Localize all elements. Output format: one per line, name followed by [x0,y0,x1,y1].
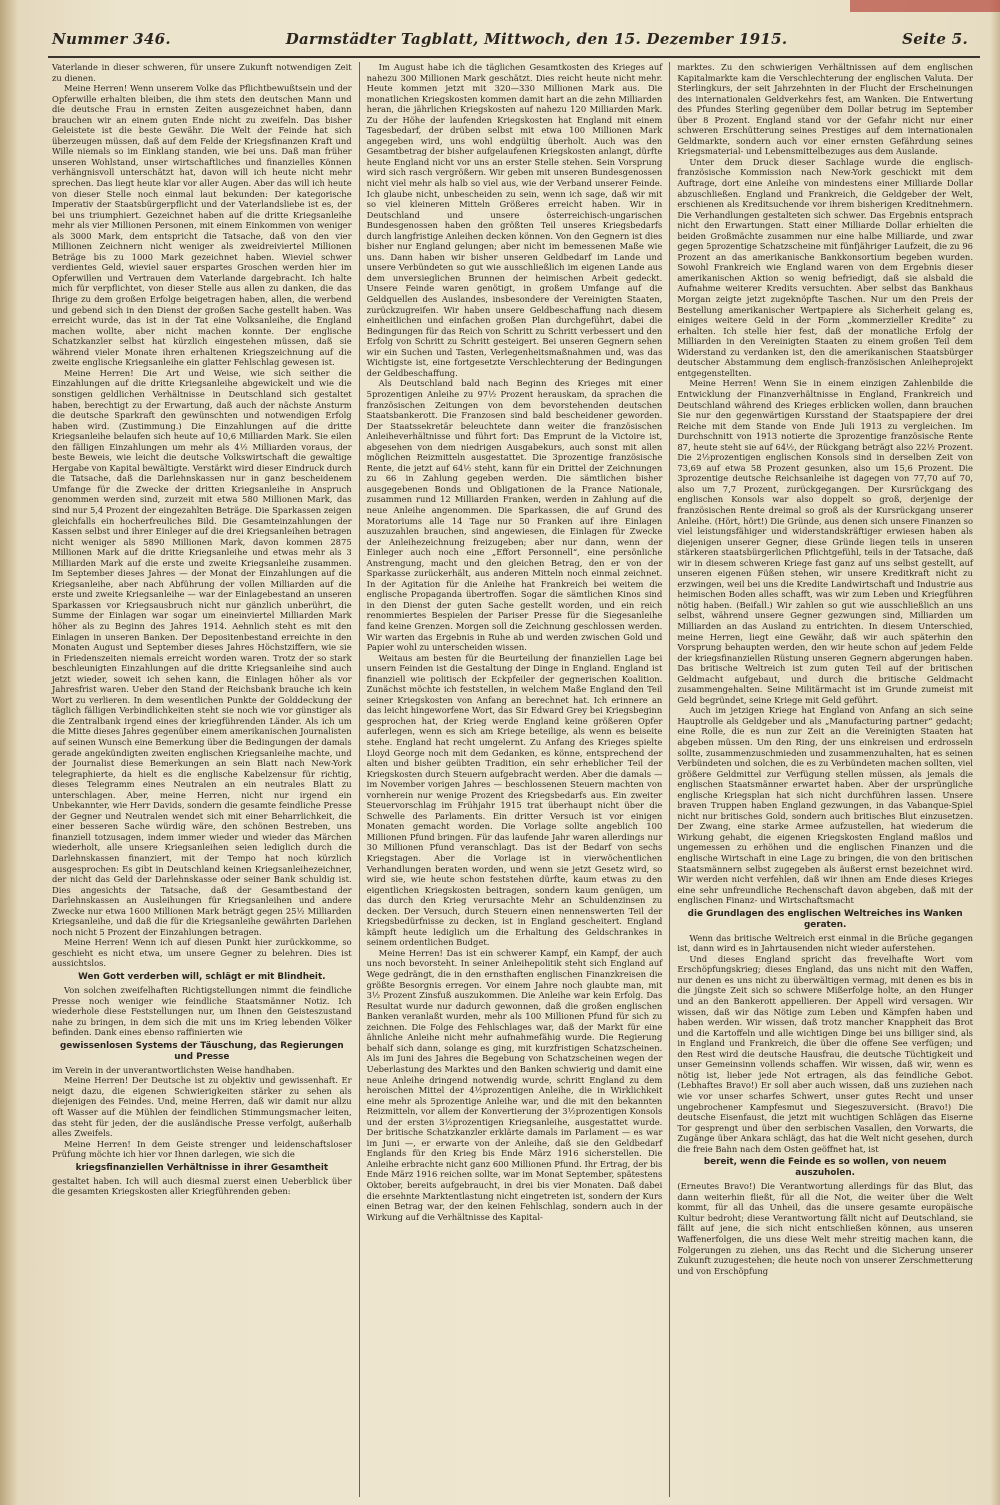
paragraph: im Verein in der unverantwortlichsten Weise handhaben. [52,1064,295,1075]
column-2 [359,62,670,1497]
paragraph: Als Deutschland bald nach Beginn des Krieges mit einer 5prozentigen Anleihe zu 97½ Prozent herauskam, da sprachen die französischen Zeitungen von dem bevorstehenden deutschen Staatsbankerott. Die Franzosen sind bald bescheidener geworden. Der Staatssekretär beleuchtete dann weiter die französischen Anleiheverhältnisse und führt fort: Das Emprunt de la Victoire ist, abgesehen von dem niedrigen Ausgabekurs, auch sonst mit allen möglichen Reizmitteln ausgestattet. Die 3prozentige französische Rente, die jetzt auf 64½ steht, kann für ein Drittel der Zeichnungen zu 66 in Zahlung gegeben werden. Die sämtlichen bisher ausgegebenen Bonds und Obligationen de la France Nationale, zusammen rund 12 Milliarden Franken, werden in Zahlung auf die neue Anleihe angenommen. Die Sparkassen, die auf Grund des Moratoriums alle 14 Tage nur 50 Franken auf ihre Einlagen auszuzahlen brauchen, sind angewiesen, die Einlagen für Zwecke der Anleihezeichnung freizugeben; aber nur dann, wenn der Einleger auch noch eine „Effort Personnell“, eine persönliche Anstrengung, macht und den gleichen Betrag, den er von der Sparkasse zurückerhält, aus anderen Mitteln noch einmal zeichnet. In der Agitation für die Anleihe hat Frankreich bei weitem die englische Propaganda übertroffen. Sogar die sämtlichen Kinos sind in den Dienst der guten Sache gestellt worden, und ein reich renommiertes Bespielen der Pariser Presse für die Siegesanleihe fand keine Grenzen. Morgen soll die Zeichnung geschlossen werden. Wir warten das Ergebnis in Ruhe ab und werden zwischen Gold und Papier wohl zu unterscheiden wissen. [366,378,663,653]
paragraph: Wenn das britische Weltreich erst einmal in die Brüche gegangen ist, dann wird es in Jahrtausenden nicht wieder auferstehen. [677,932,973,954]
paragraph: Von solchen zweifelhaften Richtigstellungen nimmt die feindliche Presse noch weniger wie feindliche Staatsmänner Notiz. Ich wiederhole diese Feststellungen nur, um Ihnen den Geisteszustand nahe zu bringen, in dem sich die mit uns im Krieg lebenden Völker befinden. Dank eines ebenso raffinierten wie [52,985,352,1038]
section-heading: Wen Gott verderben will, schlägt er mit Blindheit. [78,972,326,983]
section-heading: bereit, wenn die Feinde es so wollen, von neuem auszuholen. [703,1157,947,1179]
paragraph: Vaterlande in dieser schweren, für unsere Zukunft notwendigen Zeit zu dienen. [52,62,352,83]
page-right-edge [990,0,1000,1505]
paragraph: Meine Herren! Das ist ein schwerer Kampf, ein Kampf, der auch uns noch bevorsteht. In seiner Anleihepolitik steht sich England auf Wege gedrängt, die in den ernsthaften englischen Finanzkreisen die größte Besorgnis erregen. Vor einem Jahre noch glaubte man, mit 3½ Prozent Zinsfuß auszukommen. Die Anleihe war kein Erfolg. Das Resultat wurde nur dadurch gewonnen, daß die großen englischen Banken veranlaßt wurden, mehr als 100 Millionen Pfund für sich zu zeichnen. Die Folge des Fehlschlages war, daß der Markt für eine ähnliche Anleihe nicht mehr aufnahmefähig wurde. Die Regierung behalf sich dann, solange es ging, mit kurzfristigen Schatzscheinen. Als im Juni des Jahres die Begebung von Schatzscheinen wegen der Ueberlastung des Marktes und den Banken schwierig und damit eine neue Anleihe dringend notwendig wurde, schritt England zu dem heroischen Mittel der 4½prozentigen Anleihe, die in Wirklichkeit eine mehr als 5prozentige Anleihe war, und die mit den bekannten Reizmitteln, vor allem der Konvertierung der 3½prozentigen Konsols und der ersten 3½prozentigen Kriegsanleihe, ausgestattet wurde. Der britische Schatzkanzler erklärte damals im Parlament — es war im Juni —, er erwarte von der Anleihe, daß sie den Geldbedarf Englands für den Krieg bis Ende März 1916 sicherstellen. Die Anleihe erbrachte nicht ganz 600 Millionen Pfund. Ihr Ertrag, der bis Ende März 1916 reichen sollte, war im Monat September, spätestens Oktober, bereits aufgebraucht, in drei bis vier Monaten. Daß dabei die ersehnte Marktentlastung nicht eingetreten ist, sondern der Kurs einen Betrag war, der den keinen Fehlschlag, sondern auch in der Wirkung auf die Verhältnisse des Kapital- [366,947,663,1222]
page-binding-edge [0,0,18,1505]
page-corner-tab [850,0,1000,12]
paragraph: Meine Herren! Wenn Sie in einem einzigen Zahlenbilde die Entwicklung der Finanzverhältnisse in England, Frankreich und Deutschland während des Krieges erblicken wollen, dann brauchen Sie nur den gegenwärtigen Kursstand der Staatspapiere der drei Reiche mit dem Stande von Ende Juli 1913 zu vergleichen. Im Durchschnitt von 1913 notierte die 3prozentige französische Rente 87, heute steht sie auf 64½, der Rückgang beträgt also 22½ Prozent. Die 2½prozentigen englischen Konsols sind in derselben Zeit von 73,69 auf etwa 58 Prozent gesunken, also um 15,6 Prozent. Die 3prozentige deutsche Reichsanleihe ist dagegen von 77,70 auf 70, also um 7,7 Prozent, zurückgegangen. Der Kursrückgang des englischen Konsols war also doppelt so groß, derjenige der französischen Rente dreimal so groß als der Kursrückgang unserer Anleihe. (Hört, hört!) Die Gründe, aus denen sich unsere Finanzen so viel leistungsfähiger und widerstandskräftiger erwiesen haben als diejenigen unserer Gegner, diese Gründe liegen teils in unseren stärkeren staatsbürgerlichen Pflichtgefühl, teils in der Tatsache, daß wir in diesem schweren Kriege fast ganz auf uns selbst gestellt, auf unseren eigenen Füßen stehen, wir unsere Kreditkraft nicht zu erzwingen, weil bei uns die Kredite Landwirtschaft und Industrie aus heimischen Boden alles schafft, was wir zum Leben und Kriegführen nötig haben. (Beifall.) Wir zahlen so gut wie ausschließlich an uns selbst, während unsere Gegner gezwungen sind, Milliarden um Milliarden an das Ausland zu entrichten. In diesem Unterschied, meine Herren, liegt eine Gewähr, daß wir auch späterhin den Vorsprung behaupten werden, den wir heute schon auf jedem Felde der kriegsfinanziellen Rüstung unseren Gegnern abgerungen haben. Das britische Weltreich ist zum guten Teil auf der britischen Geldmacht aufgebaut, und durch die britische Geldmacht zusammengehalten. Seine Militärmacht ist im Grunde zumeist mit Geld begründet, seine Kriege mit Geld geführt. [677,378,973,705]
article-columns [48,62,980,1497]
section-heading: gewissenlosen Systems der Täuschung, das Regierungen und Presse [59,1040,344,1062]
paragraph: Auch im jetzigen Kriege hat England von Anfang an sich seine Hauptrolle als Geldgeber und als „Manufacturing partner“ gedacht; eine Rolle, die es nun zur Zeit an die Vereinigten Staaten hat abgeben müssen. Um den Ring, der uns einkreisen und erdrosseln sollte, zusammenzuschmieden und zusammenzuhalten, hat es seinen Verbündeten und solchen, die es zu Verbündeten machen sollten, viel größere Geldmittel zur Verfügung stellen müssen, als jemals die englischen Staatsmänner erwartet haben. Aber der ursprüngliche englische Kriegsplan hat sich nicht durchführen lassen. Unsere braven Truppen haben England gezwungen, in das Vabanque-Spiel nicht nur britisches Gold, sondern auch britisches Blut einzusetzen. Der Zwang, eine starke Armee aufzustellen, hat wiederum die Wirkung gehabt, die eigenen Kriegskosten England maßlos und ungemessen zu erhöhen und die englischen Finanzen und die englische Wirtschaft in eine Lage zu bringen, die von den britischen Staatsmännern selbst zugegeben als äußerst ernst bezeichnet wird. Wir werden nicht verfehlen, daß wir ihnen am Ende dieses Krieges eine sehr unfreundliche Rechenschaft davon abgeben, daß mit der englischen Finanz- und Wirtschaftsmacht [677,705,973,906]
section-heading: kriegsfinanziellen Verhältnisse in ihrer Gesamtheit [75,1162,329,1173]
column-1 [48,62,359,1497]
paragraph: Meine Herren! Wenn ich auf diesen Punkt hier zurückkomme, so geschieht es nicht etwa, um unsere Gegner zu belehren. Dies ist aussichtslos. [52,937,352,969]
column-3 [669,62,980,1497]
paragraph: Und dieses England spricht das frevelhafte Wort vom Erschöpfungskrieg; dieses England, das uns nicht mit den Waffen, nur denen es uns nicht zu überwältigen vermag, mit denen es bis in die jüngste Zeit sich so schwere Mißerfolge holte, an den Hunger und an den Bankerott appellieren. Der Appell wird versagen. Wir wissen, daß wir das Nötige zum Leben und Kämpfen haben und haben werden. Wir wissen, daß trotz mancher Knappheit das Brot und die Kartoffeln und alle wichtigen Dinge bei uns billiger sind, als in England und Frankreich, die über die offene See verfügen; und den Rest wird die deutsche Hausfrau, die deutsche Tüchtigkeit und unser Gemeinsinn vollends schaffen. Wir wissen, daß wir, wenn es nötig ist, lieber jede Not ertragen, als das feindliche Gebot. (Lebhaftes Bravo!) Er soll aber auch wissen, daß uns zuziehen nach wie vor unser scharfes Schwert, unser gutes Recht und unser ungebrochener Kampfesmut und Siegeszuversicht. (Bravo!) Die deutsche Eisenfaust, die jetzt mit wuchtigen Schlägen das Eiserne Tor gesprengt und über den serbischen Vasallen, den Vorwarts, die Zugänge über Ankara schlägt, das hat die Welt nicht gesehen, durch die freie Bahn nach dem Osten geöffnet hat, ist [677,953,973,1154]
paper-title: Darmstädter Tagblatt, Mittwoch, den 15. Dezember 1915. [285,30,788,48]
paragraph: gestaltet haben. Ich will auch diesmal zuerst einen Ueberblick über die gesamten Kriegskosten aller Kriegführenden geben: [52,1175,352,1197]
paragraph: (Erneutes Bravo!) Die Verantwortung allerdings für das Blut, das dann weiterhin fließt, für all die Not, die weiter über die Welt kommt, für all das Unheil, das die unsere gesamte europäische Kultur bedroht; diese Verantwortung fällt nicht auf Deutschland, sie fällt auf jene, die sich nicht entschließen können, aus unseren Waffenerfolgen, die uns diese Welt mehr streitig machen kann, die Folgerungen zu ziehen, uns das Recht und die Sicherung unserer Zukunft zuzugestehen; die heute noch von unserer Zerschmetterung und von Erschöpfung [677,1181,973,1276]
paragraph: Im August habe ich die täglichen Gesamtkosten des Krieges auf nahezu 300 Millionen Mark geschätzt. Dies reicht heute nicht mehr. Heute kommen jetzt mit 320—330 Millionen Mark aus. Die monatlichen Kriegskosten kommen damit hart an die zehn Milliarden heran, die jährlichen Kriegskosten auf nahezu 120 Milliarden Mark. Zu der Höhe der laufenden Kriegskosten hat England mit einem Tagesbedarf, der drüben selbst mit etwa 100 Millionen Mark angegeben wird, uns wohl endgültig überholt. Auch was den Gesamtbetrag der bisher aufgelaufenen Kriegskosten anlangt, dürfte heute England nicht vor uns an erster Stelle stehen. Sein Vorsprung wird sich rasch vergrößern. Wir geben mit unseren Bundesgenossen nicht viel mehr als halb so viel aus, wie der Verband unserer Feinde. Ich glaube nicht, unbescheiden zu sein, wenn ich sage, daß wir mit so viel kleineren Mitteln Größeres erreicht haben. Wir in Deutschland und unsere österreichisch-ungarischen Bundesgenossen haben den größten Teil unseres Kriegsbedarfs durch langfristige Anleihen decken können. Von den Gegnern ist dies bisher nur England gelungen; aber nicht im bemessenen Maße wie uns. Dann haben wir bisher unseren Geldbedarf im Lande und unsere Verbündeten so gut wie ausschließlich im eigenen Lande aus dem unversieglichen Brunnen der heimischen Arbeit gedeckt. Unsere Feinde waren genötigt, in großem Umfange auf die Geldquellen des Auslandes, insbesondere der Vereinigten Staaten, zurückzugreifen. Wir haben unsere Geldbeschaffung nach diesem einheitlichen und einfachen großen Plan durchgeführt, dabei die Bedingungen für das Reich von Schritt zu Schritt verbessert und den Erfolg von Schritt zu Schritt gesteigert. Bei unseren Gegnern sehen wir ein Suchen und Tasten, Verlegenheitsmaßnahmen und, was das Wichtigste ist, eine fortgesetzte Verschlechterung der Bedingungen der Geldbeschaffung. [366,62,663,378]
paragraph: Meine Herren! In dem Geiste strenger und leidenschaftsloser Prüfung möchte ich hier vor Ihnen darlegen, wie sich die [52,1138,352,1160]
paragraph: Weitaus am besten für die Beurteilung der finanziellen Lage bei unsern Feinden ist die Gestaltung der Dinge in England. England ist finanziell wie politisch der Eckpfeiler der gegnerischen Koalition. Zunächst möchte ich feststellen, in welchem Maße England den Teil seiner Kriegskosten von Anfang an berechnet hat. Ich erinnere an das leicht hingeworfene Wort, das Sir Edward Grey bei Kriegsbeginn gesprochen hat, der Krieg werde England keine größeren Opfer auferlegen, wenn es sich am Kriege beteilige, als wenn es beiseite stehe. England hat recht umgelernt. Zu Anfang des Krieges spielte Lloyd George noch mit dem Gedanken, es könne, entsprechend der alten und bisher geübten Tradition, ein sehr erheblicher Teil der Kriegskosten durch Steuern aufgebracht werden. Aber die damals — im November vorigen Jahres — beschlossenen Steuern machten von vornherein nur wenige Prozent des Kriegsbedarfs aus. Ein zweiter Steuervorschlag im Frühjahr 1915 trat überhaupt nicht über die Schwelle des Parlaments. Ein dritter Versuch ist vor einigen Monaten gemacht worden. Die Vorlage sollte angeblich 100 Millionen Pfund bringen. Für das laufende Jahr waren allerdings nur 30 Millionen Pfund veranschlagt. Das ist der Bedarf von sechs Kriegstagen. Aber die Vorlage ist in vierwöchentlichen Verhandlungen beraten worden, und wenn sie jetzt Gesetz wird, so wird sie, wie heute schon feststehen dürfte, kaum etwas zu den eigentlichen Kriegskosten beitragen, sondern kaum genügen, um das durch den Krieg verursachte Mehr an Schuldenzinsen zu decken. Der Versuch, durch Steuern einen nennenswerten Teil der Kriegsbedürfnisse zu decken, ist in England gescheitert. England kämpft heute lediglich um die Erhaltung des Geldschrankes in seinem ordentlichen Budget. [366,652,663,948]
section-heading: die Grundlagen des englischen Weltreiches ins Wanken geraten. [687,908,963,930]
paragraph: Meine Herren! Wenn unserem Volke das Pflichtbewußtsein und der Opferwille erhalten bleiben, die ihm stets den deutschen Mann und die deutsche Frau in ernsten Zeiten ausgezeichnet haben, dann brauchen wir an einem guten Ende nicht zu zweifeln. Das bisher Geleistete ist die beste Gewähr. Die Welt der Feinde hat sich überzeugen müssen, daß auf dem Felde der Kriegsfinanzen Kraft und Wille niemals so im Einklang standen, wie bei uns. Daß man früher unseren Wohlstand, unser wirtschaftliches und finanzielles Können verhängnisvoll unterschätzt hat, davon will ich heute nicht mehr sprechen. Das liegt heute klar vor aller Augen. Aber das will ich heute von dieser Stelle noch einmal laut bekunden: Der kategorische Imperativ der Staatsbürgerpflicht und der Vaterlandsliebe ist es, der bei uns triumphiert. Gezeichnet haben auf die dritte Kriegsanleihe mehr als vier Millionen Personen, mit einem Einkommen von weniger als 3000 Mark, dem entspricht die Tatsache, daß von den vier Millionen Zeichnern nicht weniger als zweidreiviertel Millionen Beträge bis zu 1000 Mark gezeichnet haben. Wieviel schwer verdientes Geld, wieviel sauer erspartes Groschen werden hier im Opferwillen und Vertrauen dem Vaterlande dargebracht. Ich halte mich für verpflichtet, von dieser Stelle aus allen zu danken, die das Ihrige zu dem großen Erfolge beigetragen haben, allen, die werbend und gebend sich in den Dienst der großen Sache gestellt haben. Was erreicht wurde, das ist in der Tat eine Volksanleihe, die England machen wollte, aber nicht machen konnte. Der englische Schatzkanzler selbst hat kürzlich eingestehen müssen, daß sie während vieler Monate ihren erhaltenen Kriegszeichnung auf die zweite englische Kriegsanleihe ein glatter Fehlschlag gewesen ist. [52,83,352,368]
issue-number: Nummer 346. [52,30,171,48]
paragraph: Meine Herren! Die Art und Weise, wie sich seither die Einzahlungen auf die dritte Kriegsanleihe abgewickelt und wie die sonstigen geldlichen Verhältnisse in Deutschland sich gestaltet haben, berechtigt zu der Erwartung, daß auch der nächste Ansturm die deutsche Sparkraft den gewünschten und notwendigen Erfolg haben wird. (Zustimmung.) Die Einzahlungen auf die dritte Kriegsanleihe belaufen sich heute auf 10,6 Milliarden Mark. Sie eilen den fälligen Einzahlungen um mehr als 4½ Milliarden voraus, der beste Beweis, wie leicht die deutsche Volkswirtschaft die gewaltige Hergabe von Kapital bewältigte. Verstärkt wird dieser Eindruck durch die Tatsache, daß die Darlehnskassen nur in ganz bescheidenem Umfange für die Zwecke der dritten Kriegsanleihe in Anspruch genommen werden sind, zurzeit mit etwa 580 Millionen Mark, das sind nur 5,4 Prozent der eingezahlten Beträge. Die Sparkassen zeigen gleichfalls ein hocherfreuliches Bild. Die Gesamteinzahlungen der Kassen selbst und ihrer Einleger auf die drei Kriegsanleihen betragen nicht weniger als 5890 Millionen Mark, davon kommen 2875 Millionen Mark auf die dritte Kriegsanleihe und etwas mehr als 3 Milliarden Mark auf die erste und zweite Kriegsanleihe zusammen. Im September dieses Jahres — der Monat der Einzahlungen auf die Kriegsanleihe, aber nach Abführung der vollen Milliarden auf die erste und zweite Kriegsanleihe — war der Einlagebestand an unseren Sparkassen vor Kriegsausbruch nicht nur gänzlich unberührt, die Summe der Einlagen war sogar um eineinviertel Milliarden Mark höher als zu Beginn des Jahres 1914. Aehnlich steht es mit den Einlagen in unseren Banken. Der Depositenbestand erreichte in den Monaten August und September dieses Jahres Höchstziffern, wie sie in Friedenszeiten niemals erreicht worden waren. Trotz der so stark beschleunigten Einzahlungen auf die dritte Kriegsanleihe sind auch jetzt wieder, soweit ich sehen kann, die Einlagen höher als vor Jahresfrist waren. Ueber den Stand der Reichsbank brauche ich kein Wort zu verlieren. In dem wesentlichen Punkte der Golddeckung der täglich fälligen Verbindlichkeiten steht sie noch wie vor günstiger als die Zentralbank irgend eines der kriegführenden Länder. Als ich um die Mitte dieses Jahres gegenüber einem amerikanischen Journalisten auf seinen Wunsch eine Bemerkung über die Bedingungen der damals gerade angekündigten zweiten englischen Kriegsanleihe machte, und der Journalist diese Bemerkungen an sein Blatt nach New-York telegraphierte, da hielt es die englische Kabelzensur für richtig, dieses Telegramm eines Neutralen an ein neutrales Blatt zu unterschlagen. Aber, meine Herren, nicht nur irgend ein Unbekannter, wie Herr Davids, sondern die gesamte feindliche Presse der Gegner und Neutralen wendet sich mit einer Beharrlichkeit, die einer besseren Sache würdig wäre, den schönen Bestreben, uns finanziell totzusagen, indem immer wieder und wieder das Märchen wiederholt, alle unsere Kriegsanleihen seien lediglich durch die Darlehnskassen finanziert, mit der Tempo hat noch kürzlich ausgesprochen: Es gibt in Deutschland keinen Kriegsanleihezeichner, der nicht das Geld der Darlehnskasse oder seiner Bank schuldig ist. Dies angesichts der Tatsache, daß der Gesamtbestand der Darlehnskassen an Ausleihungen für Kriegsanleihen und andere Zwecke nur etwa 1600 Millionen Mark beträgt gegen 25½ Milliarden Kriegsanleihe, und daß die für die Kriegsanleihe gewährten Darlehen noch nicht 5 Prozent der Einzahlungen betragen. [52,367,352,937]
masthead [48,30,980,58]
paragraph: marktes. Zu den schwierigen Verhältnissen auf dem englischen Kapitalmarkte kam die Verschlechterung der englischen Valuta. Der Sterlingkurs, der seit Jahrzehnten in der Flucht der Erscheinungen des internationalen Geldverkehrs fest, am Wanken. Die Entwertung des Pfundes Sterling gegenüber dem Dollar betrug im September über 8 Prozent. England stand vor der Gefahr nicht nur einer schweren Erschütterung seines Prestiges auf dem internationalen Geldmarkte, sondern auch vor einer ernsten Gefährdung seines Kriegsmaterial- und Lebensmittelbezuges aus dem Auslande. [677,62,973,157]
paragraph: Unter dem Druck dieser Sachlage wurde die englisch-französische Kommission nach New-York geschickt mit dem Auftrage, dort eine Anleihe von mindestens einer Milliarde Dollar abzuschließen. England und Frankreich, die Geldgeber der Welt, erschienen als Kreditsuchende vor ihrem bisherigen Kreditnehmern. Die Verhandlungen gestalteten sich schwer. Das Ergebnis entsprach nicht den Erwartungen. Statt einer Milliarde Dollar erhielten die beiden Großmächte zusammen nur eine halbe Milliarde, und zwar gegen 5prozentige Schatzscheine mit fünfjähriger Laufzeit, die zu 96 Prozent an das amerikanische Bankkonsortium begeben wurden. Sowohl Frankreich wie England waren von dem Ergebnis dieser amerikanischen Aktion so wenig befriedigt, daß sie alsbald die Aufnahme weiterer Kredits versuchten. Aber selbst das Bankhaus Morgan zeigte jetzt zugeknöpfte Taschen. Nur um den Preis der Bestellung amerikanischer Wertpapiere als Sicherheit gelang es, einiges weitere Geld in der Form „kommerzieller Kredite“ zu erhalten. Ich stelle hier fest, daß der monatliche Erfolg der Milliarden in den Vereinigten Staaten zu einem großen Teil dem Widerstand zu verdanken ist, den die amerikanischen Staatsbürger deutscher Abstammung dem englisch-französischen Anleiheprojekt entgegenstellten. [677,156,973,378]
paragraph: Meine Herren! Der Deutsche ist zu objektiv und gewissenhaft. Er neigt dazu, die eigenen Schwierigkeiten stärker zu sehen als diejenigen des Feindes. Und, meine Herren, daß wir damit nur allzu oft Wasser auf die Mühlen der feindlichen Stimmungsmacher leiten, das steht für jeden, der die ausländische Presse verfolgt, außerhalb alles Zweifels. [52,1075,352,1139]
page-number: Seite 5. [902,30,968,48]
